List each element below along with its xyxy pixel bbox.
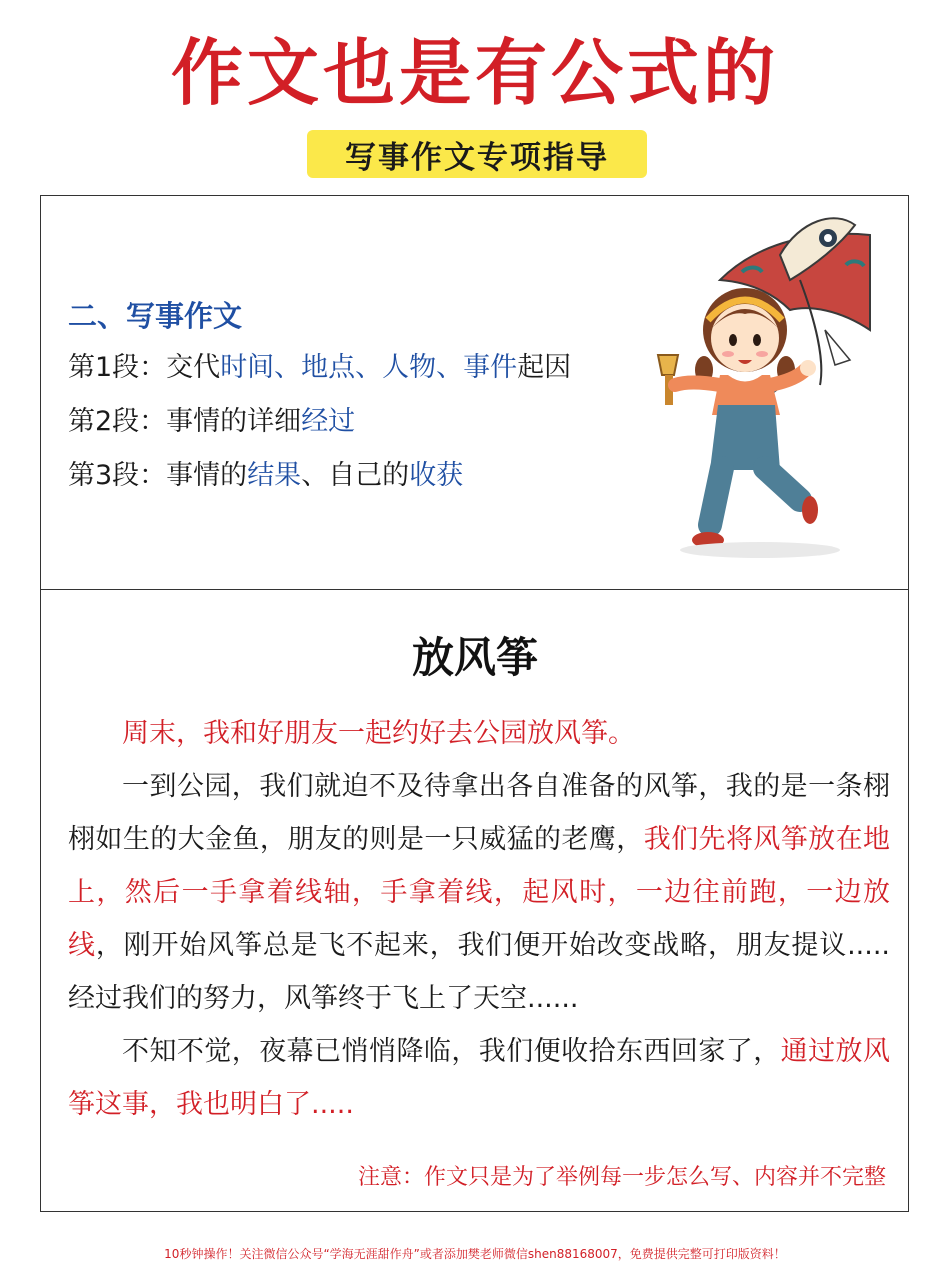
footer-promo-text: 10秒钟操作！关注微信公众号“学海无涯甜作舟”或者添加樊老师微信shen88168007，免费提供完整可打印版资料！ — [164, 1247, 786, 1261]
step-1-highlight: 时间、地点、人物、事件 — [220, 352, 518, 383]
essay-paragraph-2 — [68, 760, 890, 1025]
step-1-suffix: 起因 — [517, 352, 572, 383]
page-title: 作文也是有公式的 — [170, 30, 779, 115]
guide-step-3 — [68, 456, 463, 496]
step-2-highlight: 经过 — [301, 406, 356, 437]
step-3-middle: 、自己的 — [301, 460, 410, 491]
essay-title: 放风筝 — [411, 633, 538, 682]
essay-p2-part-a: 一到公园，我们就迫不及待拿出各自准备的风筝，我的是一条栩栩如生的大金鱼，朋友的则是一只威猛的老鹰， — [68, 771, 890, 855]
section-divider — [40, 589, 909, 590]
girl-with-kite-illustration — [650, 210, 875, 570]
guide-heading: 二、写事作文 — [68, 299, 243, 333]
essay-paragraph-3 — [68, 1025, 890, 1131]
subtitle-badge: 写事作文专项指导 — [307, 130, 647, 178]
guide-step-1 — [68, 348, 571, 388]
essay-p2-part-c: ，刚开始风筝总是飞不起来，我们便开始改变战略，朋友提议.....经过我们的努力，风筝终于飞上了天空...... — [68, 930, 890, 1014]
step-2-prefix: 第2段：事情的详细 — [68, 406, 302, 437]
essay-p2-highlight: 我们先将风筝放在地上，然后一手拿着线轴，手拿着线，起风时，一边往前跑，一边放线 — [68, 824, 891, 961]
guide-step-2 — [68, 402, 355, 442]
note-text: 注意：作文只是为了举例每一步怎么写、内容并不完整 — [357, 1165, 886, 1190]
essay-body — [68, 707, 890, 1131]
essay-paragraph-1: 周末，我和好朋友一起约好去公园放风筝。 — [122, 718, 635, 749]
essay-p3-part-a: 不知不觉，夜幕已悄悄降临，我们便收拾东西回家了， — [122, 1036, 781, 1067]
step-1-prefix: 第1段：交代 — [68, 352, 221, 383]
step-3-highlight: 结果 — [247, 460, 302, 491]
step-3-highlight-2: 收获 — [409, 460, 464, 491]
step-3-prefix: 第3段：事情的 — [68, 460, 248, 491]
essay-p3-highlight: 通过放风筝这事，我也明白了..... — [68, 1036, 891, 1120]
